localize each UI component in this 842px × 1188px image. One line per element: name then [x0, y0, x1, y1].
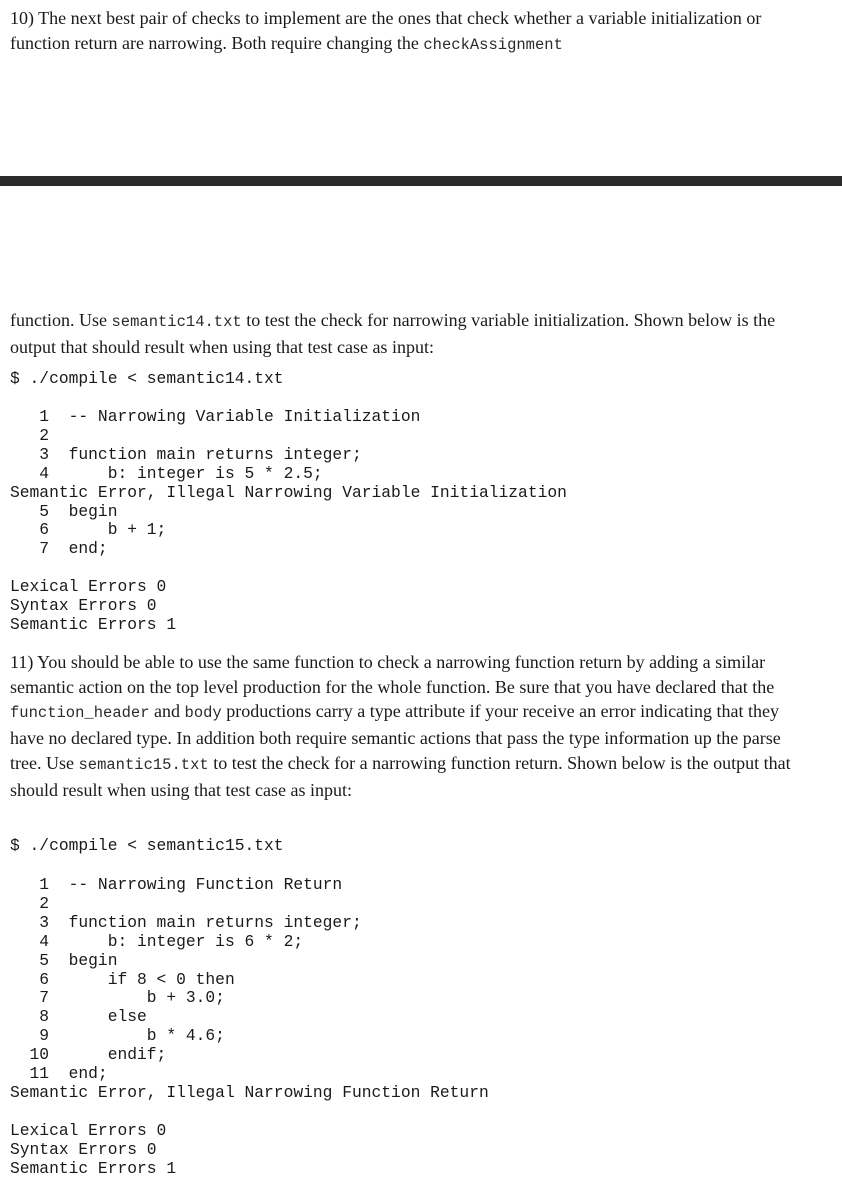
output-line: 9 b * 4.6; — [10, 1026, 225, 1046]
output-line: 3 function main returns integer; — [10, 444, 362, 464]
inline-code: body — [184, 704, 222, 723]
output-line: 5 begin — [10, 950, 118, 970]
output-line: 1 -- Narrowing Function Return — [10, 875, 343, 894]
output-line: 2 — [10, 893, 50, 913]
output-line — [10, 1103, 489, 1122]
output-line: 5 begin — [10, 501, 118, 521]
paragraph-text: function. Use — [10, 310, 112, 330]
output-line: 4 b: integer is 6 * 2; — [10, 931, 304, 951]
paragraph-text: to test the check for narrowing variable initialization. Shown below is the output that should result when using that test case as input: — [10, 310, 776, 357]
page-divider — [0, 176, 842, 186]
output-line: 6 if 8 < 0 then — [10, 969, 235, 989]
paragraph-text: and — [149, 701, 185, 722]
output-line: 2 — [10, 425, 50, 445]
paragraph-step-10-continued — [10, 308, 810, 359]
output-line: Semantic Errors 1 — [10, 614, 177, 634]
output-line: 11 end; — [10, 1064, 108, 1084]
output-line: 8 else — [10, 1007, 147, 1027]
paragraph-text: 10) The next best pair of checks to implement are the ones that check whether a variable initialization or function return are narrowing. Both require changing the — [10, 8, 762, 53]
output-line: Syntax Errors 0 — [10, 1139, 157, 1159]
output-line: 6 b + 1; — [10, 520, 167, 540]
inline-code: function_header — [10, 704, 150, 723]
compiler-output-semantic14 — [10, 408, 567, 635]
command-line-semantic15: $ ./compile < semantic15.txt — [10, 836, 284, 855]
paragraph-step-11 — [10, 650, 810, 802]
inline-code: semantic14.txt — [111, 313, 242, 331]
paragraph-text: to test the check for a narrowing function return. Shown below is the output that should result when using that test case as input: — [10, 752, 791, 800]
output-line: Lexical Errors 0 — [10, 1120, 167, 1140]
output-line: Semantic Error, Illegal Narrowing Function Return — [10, 1082, 489, 1102]
output-line: Semantic Error, Illegal Narrowing Variable Initialization — [10, 482, 567, 502]
output-line: 1 -- Narrowing Variable Initialization — [10, 407, 421, 426]
output-line: 4 b: integer is 5 * 2.5; — [10, 463, 323, 483]
output-line: 10 endif; — [10, 1045, 167, 1065]
output-line: 7 end; — [10, 539, 108, 559]
output-line: 7 b + 3.0; — [10, 988, 225, 1008]
output-line: Lexical Errors 0 — [10, 577, 167, 597]
output-line: Semantic Errors 1 — [10, 1158, 177, 1178]
output-line: Syntax Errors 0 — [10, 596, 157, 616]
compiler-output-semantic15 — [10, 876, 489, 1179]
paragraph-step-10 — [10, 6, 810, 57]
output-line — [10, 559, 567, 578]
paragraph-text: productions carry a type attribute if your receive an error indicating that they have no declared type. In addition both require semantic actions that pass the type information up the parse tree. Use — [10, 701, 781, 773]
inline-code: checkAssignment — [423, 35, 563, 54]
paragraph-text: 11) You should be able to use the same function to check a narrowing function return by adding a similar semantic action on the top level production for the whole function. Be sure that you have declared that the — [10, 652, 775, 697]
command-line-semantic14: $ ./compile < semantic14.txt — [10, 369, 284, 388]
output-line: 3 function main returns integer; — [10, 912, 362, 932]
inline-code: semantic15.txt — [78, 755, 209, 774]
